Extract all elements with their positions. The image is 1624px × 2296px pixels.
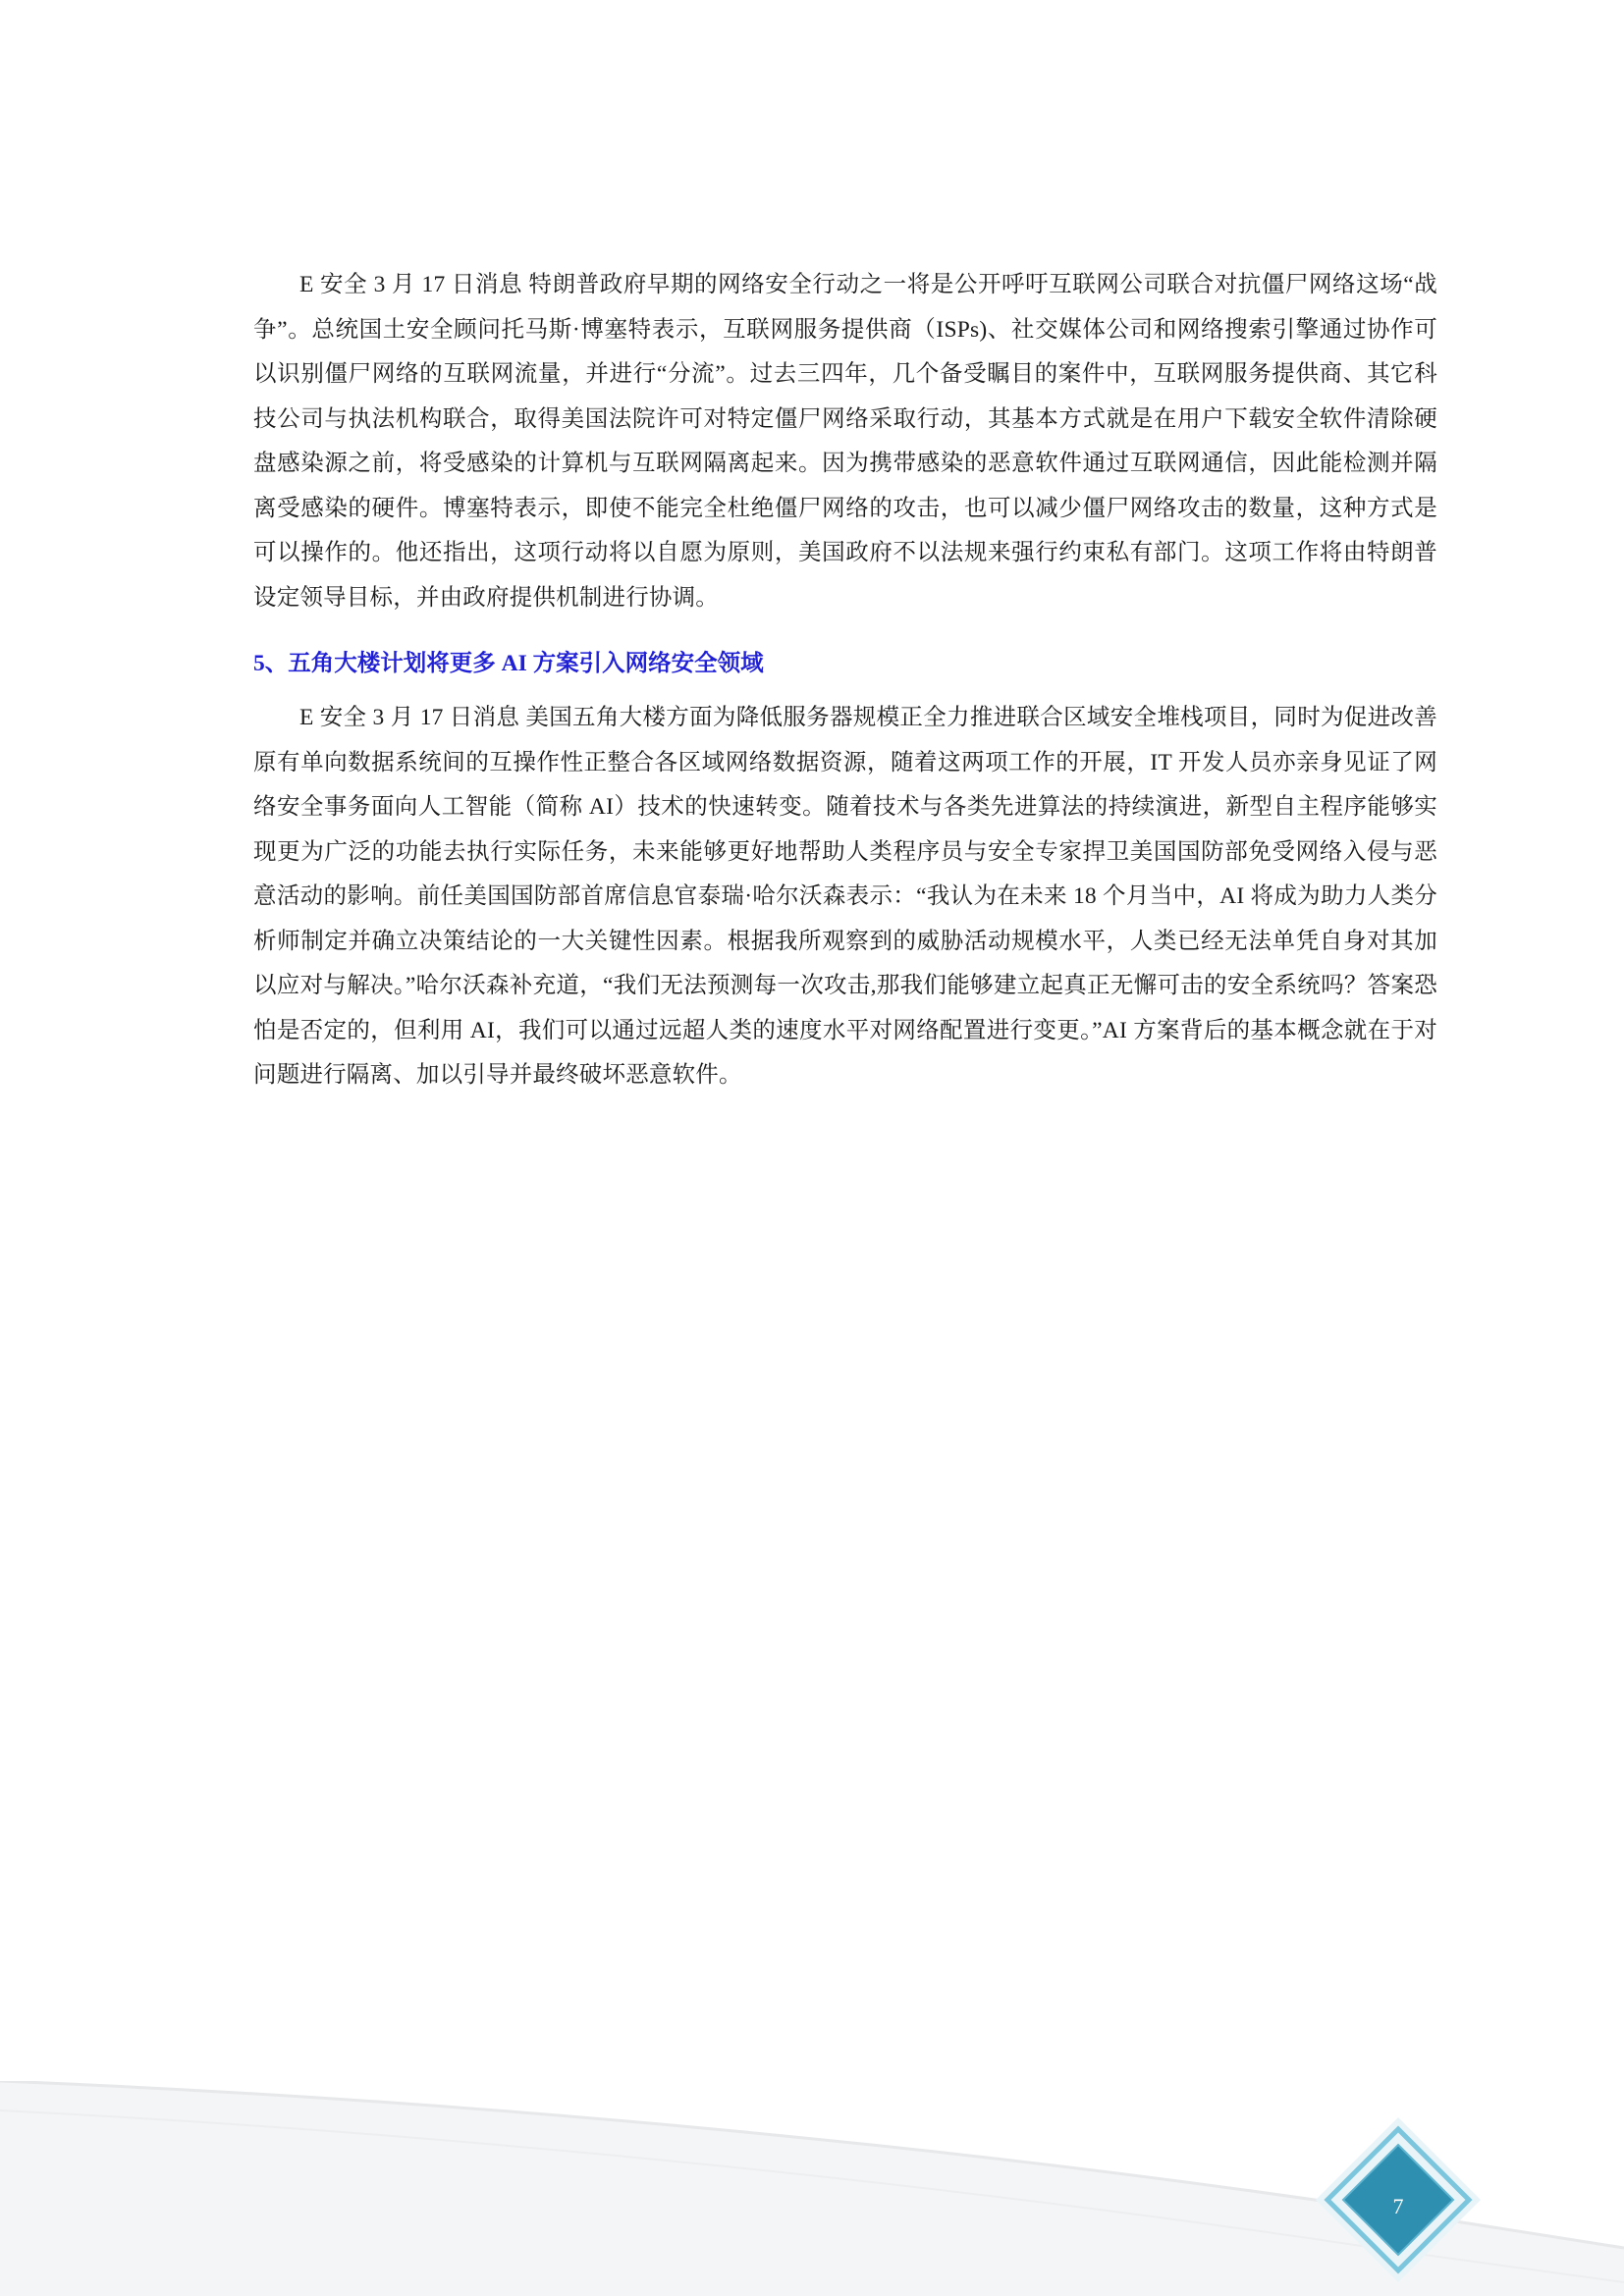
- paragraph-pentagon-ai: E 安全 3 月 17 日消息 美国五角大楼方面为降低服务器规模正全力推进联合区域安全堆栈项目，同时为促进改善原有单向数据系统间的互操作性正整合各区域网络数据资源，随着这两项工作的开展，IT 开发人员亦亲身见证了网络安全事务面向人工智能（简称 AI）技术的快速转变。随着技术与各类先进算法的持续演进，新型自主程序能够实现更为广泛的功能去执行实际任务，未来能够更好地帮助人类程序员与安全专家捍卫美国国防部免受网络入侵与恶意活动的影响。前任美国国防部首席信息官泰瑞·哈尔沃森表示：“我认为在未来 18 个月当中，AI 将成为助力人类分析师制定并确立决策结论的一大关键性因素。根据我所观察到的威胁活动规模水平，人类已经无法单凭自身对其加以应对与解决。”哈尔沃森补充道，“我们无法预测每一次攻击,那我们能够建立起真正无懈可击的安全系统吗？答案恐怕是否定的，但利用 AI，我们可以通过远超人类的速度水平对网络配置进行变更。”AI 方案背后的基本概念就在于对问题进行隔离、加以引导并最终破坏恶意软件。: [253, 705, 1437, 1088]
- article-body: [253, 263, 1437, 1098]
- paragraph-botnet: E 安全 3 月 17 日消息 特朗普政府早期的网络安全行动之一将是公开呼吁互联网公司联合对抗僵尸网络这场“战争”。总统国土安全顾问托马斯·博塞特表示，互联网服务提供商（ISPs)、社交媒体公司和网络搜索引擎通过协作可以识别僵尸网络的互联网流量，并进行“分流”。过去三四年，几个备受瞩目的案件中，互联网服务提供商、其它科技公司与执法机构联合，取得美国法院许可对特定僵尸网络采取行动，其基本方式就是在用户下载安全软件清除硬盘感染源之前，将受感染的计算机与互联网隔离起来。因为携带感染的恶意软件通过互联网通信，因此能检测并隔离受感染的硬件。博塞特表示，即使不能完全杜绝僵尸网络的攻击，也可以减少僵尸网络攻击的数量，这种方式是可以操作的。他还指出，这项行动将以自愿为原则，美国政府不以法规来强行约束私有部门。这项工作将由特朗普设定领导目标，并由政府提供机制进行协调。: [253, 272, 1437, 611]
- section-heading-pentagon-ai: 5、五角大楼计划将更多 AI 方案引入网络安全领域: [253, 651, 764, 676]
- page-number: 7: [1392, 2194, 1404, 2218]
